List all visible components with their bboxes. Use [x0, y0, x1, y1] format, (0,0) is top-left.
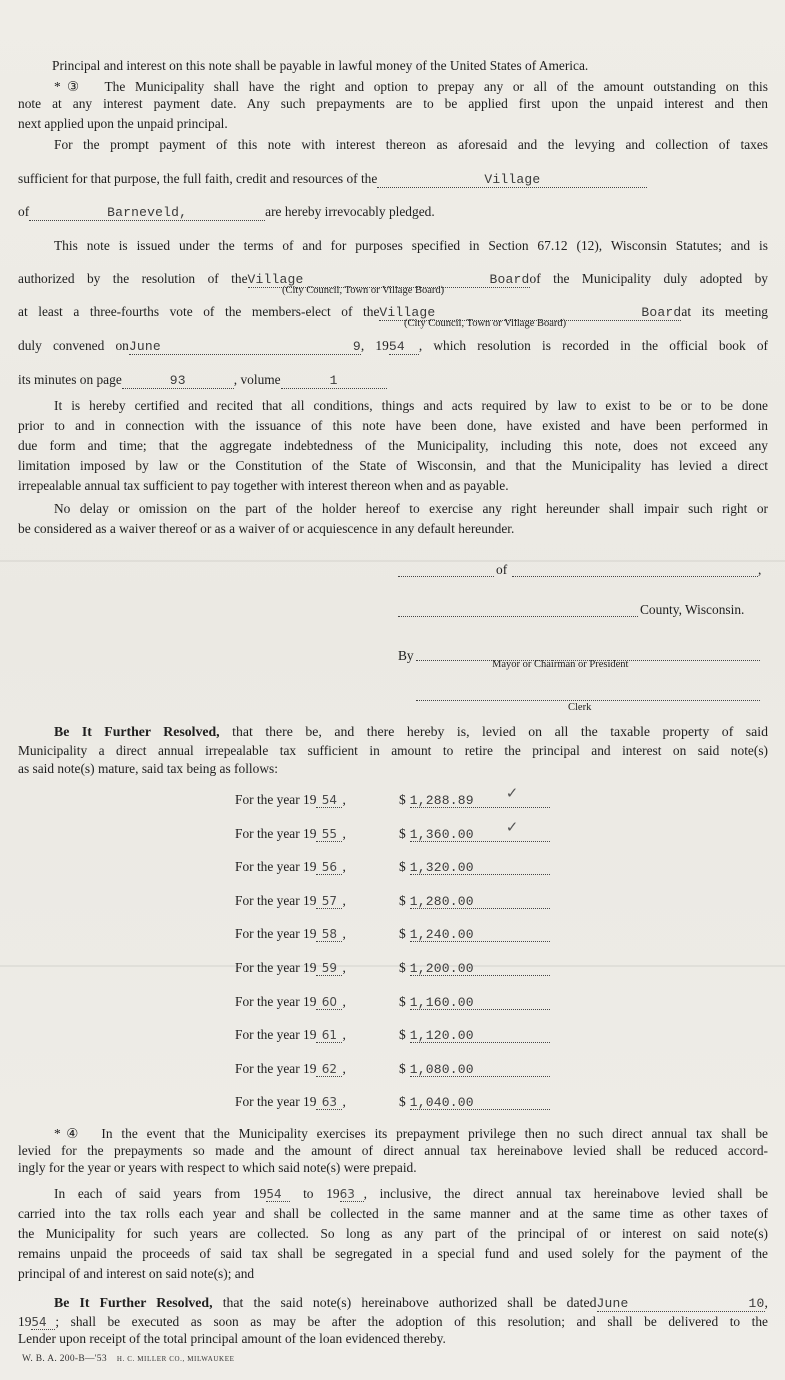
tax-levy-resolution-line: Be It Further Resolved, that there be, and there hereby is, levied on all the taxable property of said	[54, 724, 769, 739]
tax-collection-clause-line: remains unpaid the proceeds of said tax shall be segregated in a special fund and used solely for the payment of the	[18, 1246, 768, 1261]
signature-line	[512, 575, 758, 577]
tax-year-value: 60	[316, 995, 342, 1010]
tax-amount-field	[410, 860, 550, 875]
tax-year-label: For the year 19 56 ,	[235, 859, 346, 875]
tax-amount-field	[410, 894, 550, 909]
tax-amount-value: 1,288.89	[409, 793, 474, 808]
currency-symbol: $	[399, 1060, 406, 1076]
tax-year-label: For the year 19 62 ,	[235, 1060, 346, 1076]
payment-currency-clause: Principal and interest on this note shall be payable in lawful money of the United States of America.	[52, 58, 589, 73]
tax-schedule-row	[235, 926, 565, 942]
mayor-caption: Mayor or Chairman or President	[492, 659, 629, 670]
voting-body-field: Village Board	[379, 305, 682, 320]
tax-schedule-row	[235, 1061, 565, 1077]
tax-amount-field	[410, 1062, 550, 1077]
tax-year-value: 57	[316, 894, 342, 909]
tax-year-label: For the year 19 61 ,	[235, 1027, 346, 1043]
tax-year-prefix: For the year 19	[235, 792, 317, 807]
prepayment-clause-line: *③ The Municipality shall have the right and option to prepay any or all of the amount outstanding on this	[54, 79, 768, 94]
signature-comma: ,	[758, 562, 762, 577]
note-date-resolution-line: 1954 ; shall be executed as soon as may be after the adoption of this resolution; and shall be delivered to the	[18, 1314, 768, 1329]
tax-amount-field	[410, 1028, 550, 1043]
authorizing-body-field: Village Board	[247, 272, 530, 287]
note-year-field: 54	[31, 1315, 55, 1330]
tax-amount-value: 1,120.00	[409, 1028, 474, 1044]
tax-schedule-row	[235, 1027, 565, 1043]
tax-year-prefix: For the year 19	[235, 1060, 317, 1076]
waiver-clause-line: be considered as a waiver thereof or as a waiver of or acquiescence in any default hereunder.	[18, 521, 515, 536]
tax-year-label: For the year 19 59 ,	[235, 960, 346, 975]
pledge-clause-line: of Barneveld, are hereby irrevocably pledged.	[18, 204, 435, 220]
tax-amount-value: 1,360.00	[409, 826, 474, 842]
certification-clause-line: irrepealable annual tax sufficient to pay together with interest thereon when and as payable.	[18, 478, 509, 493]
tax-year-value: 55	[316, 827, 342, 842]
tax-year-value: 54	[316, 793, 342, 808]
tax-levy-resolution-line: as said note(s) mature, said tax being as follows:	[18, 761, 278, 776]
tax-amount-value: 1,040.00	[409, 1095, 474, 1111]
tax-year-value: 56	[316, 860, 342, 875]
minutes-page-field: 93	[122, 374, 234, 389]
paper-fold	[0, 560, 785, 562]
tax-collection-clause-line: principal of and interest on said note(s); and	[18, 1266, 255, 1281]
tax-year-prefix: For the year 19	[235, 825, 317, 841]
by-label: By	[398, 648, 414, 663]
currency-symbol: $	[399, 859, 406, 875]
note-date-resolution-line: Lender upon receipt of the total principal amount of the loan evidenced thereby.	[18, 1331, 446, 1346]
currency-symbol: $	[399, 960, 406, 975]
meeting-year-field: 54	[389, 340, 419, 355]
clerk-signature-line	[416, 699, 760, 701]
certification-clause-line: prior to and in connection with the issuance of this note have been done, have existed and have been performed in	[18, 418, 768, 433]
currency-symbol: $	[399, 1094, 406, 1110]
to-year-field: 63	[340, 1187, 364, 1202]
tax-amount-value: 1,200.00	[409, 961, 474, 976]
tax-year-value: 61	[316, 1028, 342, 1043]
prepayment-tax-clause-line: levied for the prepayments so made and the amount of direct annual tax hereinabove levied shall be reduced accord-	[18, 1143, 768, 1158]
authorization-clause-line: duly convened onJune 9, 1954 , which resolution is recorded in the official book of	[18, 338, 769, 354]
prepayment-clause-line: note at any interest payment date. Any such prepayments are to be applied first upon the unpaid interest and then	[18, 96, 768, 111]
county-label: County, Wisconsin.	[640, 602, 745, 617]
note-date-field: June 10	[596, 1296, 765, 1311]
tax-year-prefix: For the year 19	[235, 892, 317, 908]
prepayment-tax-clause-line: ingly for the year or years with respect to which said note(s) were prepaid.	[18, 1160, 417, 1175]
tax-year-label: For the year 19 58 ,	[235, 926, 346, 942]
tax-schedule-row	[235, 859, 565, 875]
tax-amount-value: 1,080.00	[409, 1061, 474, 1077]
tax-collection-clause-line: the Municipality for such years are collected. So long as any part of the principal of or interest on said note(s)	[18, 1226, 768, 1241]
resolution-lead: Be It Further Resolved,	[54, 724, 220, 739]
tax-schedule-row	[235, 960, 565, 976]
county-line	[398, 615, 638, 617]
footnote-marker: *③	[54, 79, 86, 94]
tax-year-prefix: For the year 19	[235, 1027, 317, 1043]
tax-year-label: For the year 19 57 ,	[235, 892, 346, 908]
check-mark-icon: ✓	[505, 786, 519, 802]
tax-collection-clause-line: carried into the tax rolls each year and shall be collected in the same manner and at the same time as other taxes of	[18, 1206, 768, 1221]
tax-amount-value: 1,320.00	[409, 860, 474, 876]
tax-year-prefix: For the year 19	[235, 993, 317, 1009]
waiver-clause-line: No delay or omission on the part of the holder hereof to exercise any right hereunder shall impair such right or	[54, 501, 768, 516]
currency-symbol: $	[399, 926, 406, 942]
municipality-type-field: Village	[377, 173, 647, 188]
pledge-clause-line: For the prompt payment of this note with interest thereon as aforesaid and the levying and collection of taxes	[54, 137, 768, 152]
tax-amount-field	[409, 819, 550, 842]
tax-year-prefix: For the year 19	[235, 926, 317, 942]
authorization-clause-line: at least a three-fourths vote of the members-elect of theVillage Boardat its meeting	[18, 304, 768, 320]
clerk-caption: Clerk	[568, 702, 592, 713]
tax-schedule-row	[235, 994, 565, 1010]
note-date-resolution-line: Be It Further Resolved, that the said note(s) hereinabove authorized shall be datedJune 10,	[54, 1295, 768, 1311]
resolution-lead: Be It Further Resolved,	[54, 1295, 213, 1310]
tax-schedule-row	[235, 819, 565, 842]
tax-schedule-row	[235, 786, 565, 808]
currency-symbol: $	[399, 1027, 406, 1043]
tax-amount-value: 1,280.00	[409, 893, 474, 909]
tax-year-value: 62	[316, 1062, 342, 1077]
authorization-clause-line: its minutes on page 93 , volume 1	[18, 372, 768, 389]
tax-amount-value: 1,160.00	[409, 994, 474, 1010]
currency-symbol: $	[399, 792, 406, 807]
tax-schedule-row	[235, 893, 565, 909]
tax-amount-field	[410, 995, 550, 1010]
tax-amount-field	[410, 927, 550, 942]
currency-symbol: $	[399, 825, 406, 841]
minutes-volume-field: 1	[281, 374, 387, 389]
authorization-clause-line: authorized by the resolution of theVillage Boardof the Municipality duly adopted by	[18, 271, 768, 287]
tax-year-prefix: For the year 19	[235, 960, 317, 975]
certification-clause-line: due form and time; that the aggregate indebtedness of the Municipality, including this note, does not exceed any	[18, 438, 768, 453]
tax-year-label: For the year 19 54 ,	[235, 792, 346, 807]
meeting-date-field: June 9	[128, 339, 361, 354]
currency-symbol: $	[399, 993, 406, 1009]
tax-collection-clause-line: In each of said years from 1954 to 1963 , inclusive, the direct annual tax hereinabove levied shall be	[54, 1186, 769, 1201]
form-footer	[22, 1354, 234, 1364]
tax-year-label: For the year 19 55 ,	[235, 825, 346, 841]
prepayment-clause-line: next applied upon the unpaid principal.	[18, 116, 228, 131]
tax-amount-field	[409, 786, 550, 808]
tax-year-value: 58	[316, 927, 342, 942]
municipality-name-field: Barneveld,	[29, 206, 265, 221]
tax-schedule-row	[235, 1094, 565, 1110]
prepayment-tax-clause-line: *④ In the event that the Municipality exercises its prepayment privilege then no such direct annual tax shall be	[54, 1126, 768, 1141]
field-caption: (City Council, Town or Village Board)	[404, 318, 567, 329]
form-number: W. B. A. 200-B—'53	[22, 1354, 107, 1364]
tax-year-value: 63	[316, 1095, 342, 1110]
field-caption: (City Council, Town or Village Board)	[282, 285, 445, 296]
tax-year-prefix: For the year 19	[235, 1094, 317, 1110]
tax-year-label: For the year 19 60 ,	[235, 993, 346, 1009]
printer-imprint: H. C. MILLER CO., MILWAUKEE	[116, 1355, 235, 1363]
tax-amount-field	[410, 1095, 550, 1110]
tax-year-label: For the year 19 63 ,	[235, 1094, 346, 1110]
certification-clause-line: It is hereby certified and recited that all conditions, things and acts required by law to exist to be or to be done	[54, 398, 768, 413]
currency-symbol: $	[399, 892, 406, 908]
tax-year-value: 59	[316, 961, 342, 976]
signature-line	[398, 575, 494, 577]
tax-amount-field	[410, 961, 550, 976]
footnote-marker: *④	[54, 1126, 84, 1141]
pledge-clause-line: sufficient for that purpose, the full faith, credit and resources of the Village	[18, 171, 768, 188]
tax-year-prefix: For the year 19	[235, 859, 317, 875]
tax-levy-resolution-line: Municipality a direct annual irrepealable tax sufficient in amount to retire the principal and interest on said note(s)	[18, 743, 768, 758]
tax-amount-value: 1,240.00	[409, 927, 474, 943]
check-mark-icon: ✓	[505, 819, 519, 836]
from-year-field: 54	[266, 1187, 290, 1202]
authorization-clause-line: This note is issued under the terms of and for purposes specified in Section 67.12 (12), Wisconsin Statutes; and is	[54, 238, 768, 253]
signature-of-label: of	[496, 562, 508, 577]
certification-clause-line: limitation imposed by law or the Constitution of the State of Wisconsin, and that the Municipality has levied a direct	[18, 458, 768, 473]
